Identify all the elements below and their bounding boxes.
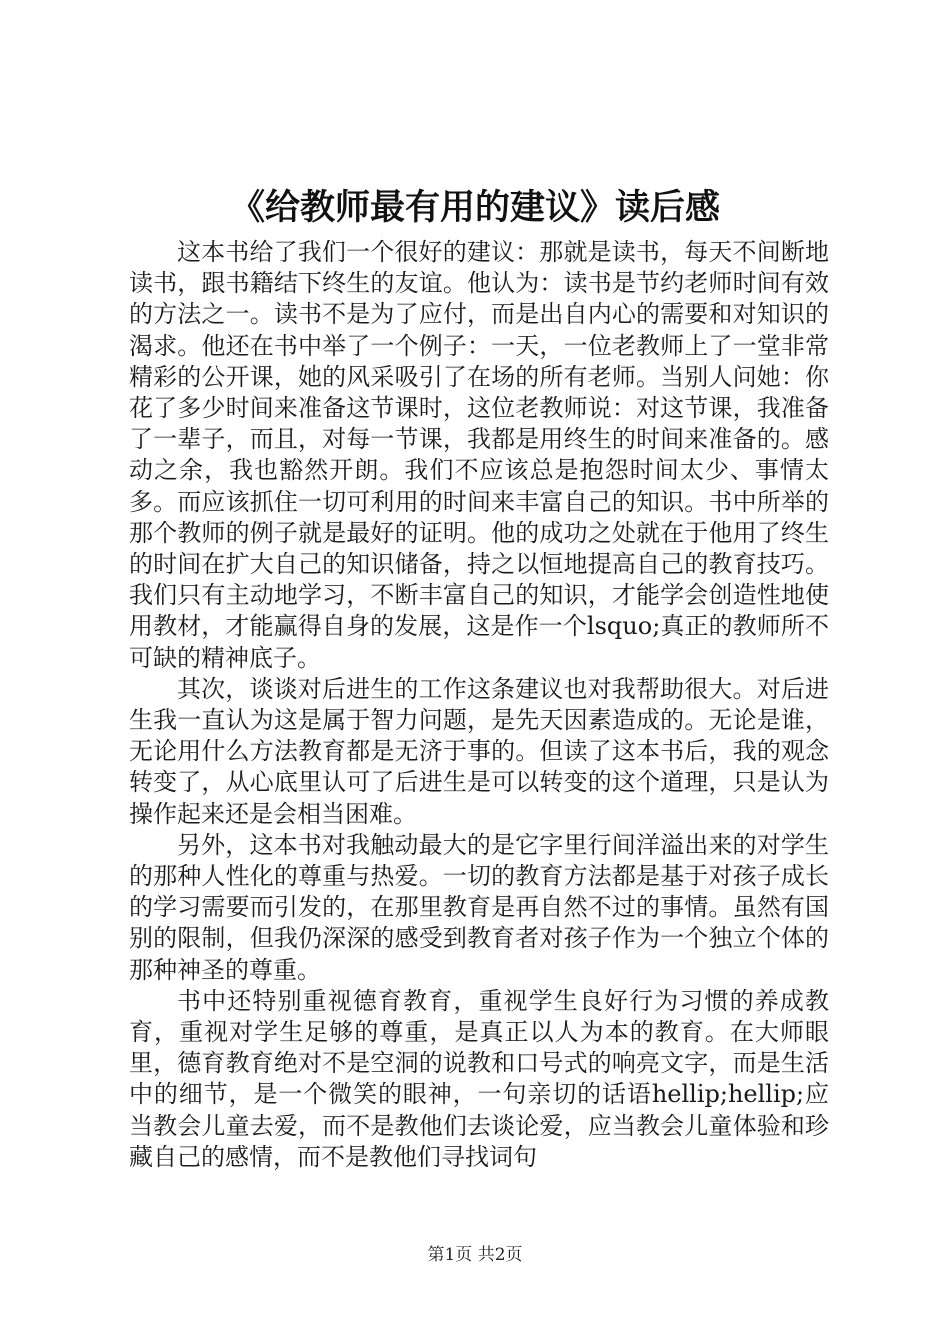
page-number-footer: 第1页 共2页 xyxy=(427,1245,523,1265)
paragraph-3: 另外，这本书对我触动最大的是它字里行间洋溢出来的对学生的那种人性化的尊重与热爱。一切的教育方法都是基于对孩子成长的学习需要而引发的，在那里教育是再自然不过的事情。虽然有国别的限制，但我仍深深的感受到教育者对孩子作为一个独立个体的那种神圣的尊重。 xyxy=(129,830,829,984)
document-body xyxy=(129,237,829,1173)
document-title: 《给教师最有用的建议》读后感 xyxy=(229,187,720,228)
paragraph-1: 这本书给了我们一个很好的建议：那就是读书，每天不间断地读书，跟书籍结下终生的友谊。他认为：读书是节约老师时间有效的方法之一。读书不是为了应付，而是出自内心的需要和对知识的渴求。他还在书中举了一个例子：一天，一位老教师上了一堂非常精彩的公开课，她的风采吸引了在场的所有老师。当别人问她：你花了多少时间来准备这节课时，这位老教师说：对这节课，我准备了一辈子，而且，对每一节课，我都是用终生的时间来准备的。感动之余，我也豁然开朗。我们不应该总是抱怨时间太少、事情太多。而应该抓住一切可利用的时间来丰富自己的知识。书中所举的那个教师的例子就是最好的证明。他的成功之处就在于他用了终生的时间在扩大自己的知识储备，持之以恒地提高自己的教育技巧。我们只有主动地学习，不断丰富自己的知识，才能学会创造性地使用教材，才能赢得自身的发展，这是作一个lsquo;真正的教师所不可缺的精神底子。 xyxy=(129,238,829,672)
paragraph-4: 书中还特别重视德育教育，重视学生良好行为习惯的养成教育，重视对学生足够的尊重，是真正以人为本的教育。在大师眼里，德育教育绝对不是空洞的说教和口号式的响亮文字，而是生活中的细节，是一个微笑的眼神，一句亲切的话语hellip;hellip;应当教会儿童去爱，而不是教他们去谈论爱，应当教会儿童体验和珍藏自己的感情，而不是教他们寻找词句 xyxy=(129,986,829,1171)
paragraph-2: 其次，谈谈对后进生的工作这条建议也对我帮助很大。对后进生我一直认为这是属于智力问题，是先天因素造成的。无论是谁，无论用什么方法教育都是无济于事的。但读了这本书后，我的观念转变了，从心底里认可了后进生是可以转变的这个道理，只是认为操作起来还是会相当困难。 xyxy=(129,674,829,828)
